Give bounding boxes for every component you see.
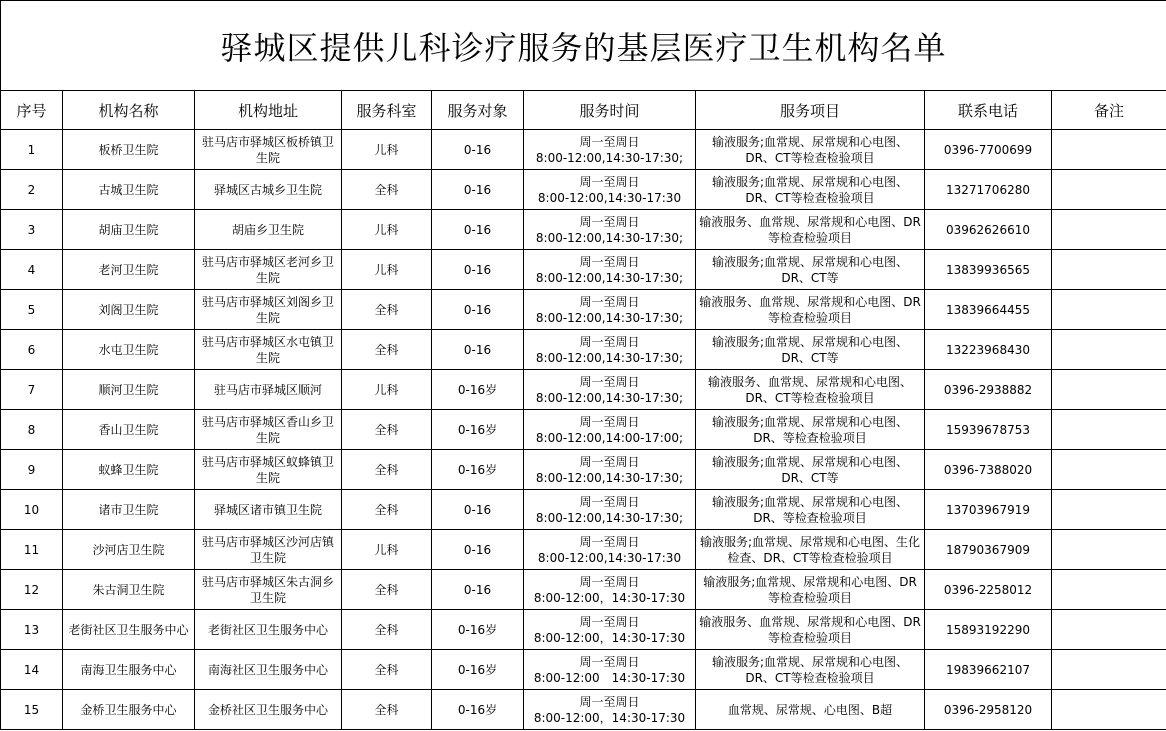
cell-target[interactable]: [432, 130, 524, 170]
cell-phone[interactable]: [925, 210, 1052, 250]
table-row: [1, 290, 1166, 330]
cell-phone-text: 15893192290: [946, 622, 1030, 637]
cell-items-text: 输液服务;血常规、尿常规和心电图、DR、CT等: [711, 254, 909, 285]
cell-address[interactable]: [195, 210, 342, 250]
cell-items[interactable]: [696, 290, 925, 330]
cell-items[interactable]: [696, 370, 925, 410]
cell-target-text: 0-16岁: [457, 422, 498, 437]
cell-time-days: 周一至周日: [579, 134, 640, 149]
cell-phone[interactable]: [925, 690, 1052, 730]
cell-name[interactable]: [63, 210, 195, 250]
cell-time-hours: 8:00-12:00,14:30-17:30: [537, 190, 682, 205]
cell-time-days: 周一至周日: [579, 614, 640, 629]
cell-dept-text: 全科: [374, 662, 399, 677]
cell-note[interactable]: [1052, 610, 1166, 650]
cell-address[interactable]: [195, 290, 342, 330]
cell-target[interactable]: [432, 290, 524, 330]
cell-target-text: 0-16岁: [457, 662, 498, 677]
cell-target-text: 0-16: [463, 262, 492, 277]
cell-name[interactable]: [63, 370, 195, 410]
cell-time[interactable]: [524, 210, 696, 250]
cell-dept-text: 儿科: [374, 262, 399, 277]
cell-phone[interactable]: [925, 650, 1052, 690]
cell-phone-text: 0396-2958120: [943, 702, 1033, 717]
cell-target-text: 0-16: [463, 182, 492, 197]
cell-time-days: 周一至周日: [579, 574, 640, 589]
cell-items-text: 输液服务;血常规、尿常规和心电图、DR、CT等检查检验项目: [711, 174, 909, 205]
cell-no-text: 2: [27, 182, 36, 197]
cell-address-text: 驻马店市驿城区顺河: [213, 382, 322, 397]
table-row: [1, 250, 1166, 290]
header-items[interactable]: 服务项目: [696, 91, 925, 130]
cell-address-text: 老街社区卫生服务中心: [207, 622, 328, 637]
cell-address-text: 南海社区卫生服务中心: [207, 662, 328, 677]
cell-phone[interactable]: [925, 250, 1052, 290]
cell-target-text: 0-16岁: [457, 382, 498, 397]
cell-phone-text: 15939678753: [946, 422, 1030, 437]
cell-name[interactable]: [63, 650, 195, 690]
cell-target[interactable]: [432, 170, 524, 210]
cell-no-text: 7: [27, 382, 36, 397]
cell-address[interactable]: [195, 250, 342, 290]
cell-dept[interactable]: [342, 210, 432, 250]
cell-dept[interactable]: [342, 450, 432, 490]
header-no[interactable]: 序号: [1, 91, 63, 130]
cell-no[interactable]: [1, 250, 63, 290]
header-dept[interactable]: 服务科室: [342, 91, 432, 130]
cell-no-text: 3: [27, 222, 36, 237]
cell-time[interactable]: [524, 570, 696, 610]
cell-name-text: 水屯卫生院: [98, 342, 159, 357]
cell-items[interactable]: [696, 650, 925, 690]
header-time[interactable]: 服务时间: [524, 91, 696, 130]
cell-address-text: 胡庙乡卫生院: [231, 222, 304, 237]
cell-address-text: 驿城区古城乡卫生院: [213, 182, 322, 197]
cell-items-text: 输液服务;血常规、尿常规和心电图、DR、等检查检验项目: [711, 414, 909, 445]
cell-name-text: 板桥卫生院: [98, 142, 159, 157]
cell-time[interactable]: [524, 370, 696, 410]
cell-time-hours: 8:00-12:00,14:30-17:30;: [535, 230, 684, 245]
table-row: [1, 490, 1166, 530]
cell-no[interactable]: [1, 130, 63, 170]
cell-time-hours: 8:00-12:00，14:30-17:30: [533, 630, 686, 645]
cell-dept-text: 全科: [374, 622, 399, 637]
cell-note[interactable]: [1052, 690, 1166, 730]
cell-name-text: 刘阁卫生院: [98, 302, 159, 317]
cell-target-text: 0-16: [463, 302, 492, 317]
cell-dept-text: 儿科: [374, 382, 399, 397]
cell-name-text: 朱古洞卫生院: [92, 582, 165, 597]
cell-phone-text: 13703967919: [946, 502, 1030, 517]
cell-no-text: 12: [23, 582, 40, 597]
cell-dept[interactable]: [342, 690, 432, 730]
cell-name[interactable]: [63, 490, 195, 530]
cell-address[interactable]: [195, 130, 342, 170]
cell-phone[interactable]: [925, 490, 1052, 530]
cell-items-text: 输液服务;血常规、尿常规和心电图、DR、CT等: [711, 454, 909, 485]
cell-target[interactable]: [432, 610, 524, 650]
cell-dept[interactable]: [342, 650, 432, 690]
table-row: [1, 410, 1166, 450]
cell-address-text: 金桥社区卫生服务中心: [207, 702, 328, 717]
cell-name[interactable]: [63, 690, 195, 730]
cell-dept[interactable]: [342, 370, 432, 410]
cell-target[interactable]: [432, 370, 524, 410]
cell-dept[interactable]: [342, 250, 432, 290]
cell-target[interactable]: [432, 210, 524, 250]
cell-no[interactable]: [1, 170, 63, 210]
cell-name[interactable]: [63, 450, 195, 490]
cell-items-text: 输液服务;血常规、尿常规和心电图、生化检查、DR、CT等检查检验项目: [699, 534, 921, 565]
cell-target-text: 0-16: [463, 582, 492, 597]
table-row: [1, 570, 1166, 610]
cell-items[interactable]: [696, 690, 925, 730]
cell-no[interactable]: [1, 690, 63, 730]
cell-note[interactable]: [1052, 530, 1166, 570]
cell-name[interactable]: [63, 250, 195, 290]
cell-phone[interactable]: [925, 130, 1052, 170]
cell-time-days: 周一至周日: [579, 254, 640, 269]
cell-target[interactable]: [432, 530, 524, 570]
cell-items[interactable]: [696, 490, 925, 530]
cell-items-text: 输液服务;血常规、尿常规和心电图、DR、等检查检验项目: [711, 494, 909, 525]
header-address[interactable]: 机构地址: [195, 91, 342, 130]
cell-time-hours: 8:00-12:00,14:30-17:30;: [535, 510, 684, 525]
cell-name-text: 老街社区卫生服务中心: [68, 622, 189, 637]
cell-note[interactable]: [1052, 650, 1166, 690]
cell-dept-text: 全科: [374, 582, 399, 597]
header-row: [1, 91, 1166, 130]
cell-time-hours: 8:00-12:00 14:30-17:30: [533, 670, 686, 685]
cell-time[interactable]: [524, 250, 696, 290]
cell-note[interactable]: [1052, 370, 1166, 410]
cell-phone-text: 19839662107: [946, 662, 1030, 677]
cell-address-text: 驻马店市驿城区朱古洞乡卫生院: [201, 574, 334, 605]
cell-time-days: 周一至周日: [579, 694, 640, 709]
cell-dept[interactable]: [342, 170, 432, 210]
cell-no-text: 15: [23, 702, 40, 717]
cell-no-text: 13: [23, 622, 40, 637]
cell-time-days: 周一至周日: [579, 214, 640, 229]
cell-items[interactable]: [696, 170, 925, 210]
cell-items-text: 输液服务、血常规、尿常规和心电图、DR等检查检验项目: [699, 294, 921, 325]
cell-items[interactable]: [696, 210, 925, 250]
cell-time-hours: 8:00-12:00,14:00-17:00;: [535, 430, 684, 445]
cell-time-hours: 8:00-12:00,14:30-17:30: [537, 550, 682, 565]
cell-no[interactable]: [1, 610, 63, 650]
cell-time[interactable]: [524, 490, 696, 530]
cell-dept[interactable]: [342, 410, 432, 450]
header-name[interactable]: 机构名称: [63, 91, 195, 130]
cell-target-text: 0-16岁: [457, 462, 498, 477]
cell-no[interactable]: [1, 530, 63, 570]
cell-address-text: 驻马店市驿城区沙河店镇卫生院: [201, 534, 334, 565]
cell-address[interactable]: [195, 610, 342, 650]
cell-name[interactable]: [63, 570, 195, 610]
cell-dept-text: 全科: [374, 422, 399, 437]
cell-address[interactable]: [195, 690, 342, 730]
cell-name-text: 南海卫生服务中心: [80, 662, 177, 677]
cell-items-text: 血常规、尿常规、心电图、B超: [727, 702, 893, 717]
cell-phone[interactable]: [925, 450, 1052, 490]
cell-time-days: 周一至周日: [579, 294, 640, 309]
cell-dept-text: 儿科: [374, 142, 399, 157]
cell-target-text: 0-16岁: [457, 622, 498, 637]
cell-name[interactable]: [63, 330, 195, 370]
table-row: [1, 610, 1166, 650]
cell-time[interactable]: [524, 610, 696, 650]
cell-dept[interactable]: [342, 330, 432, 370]
cell-target[interactable]: [432, 650, 524, 690]
cell-note[interactable]: [1052, 330, 1166, 370]
cell-no[interactable]: [1, 210, 63, 250]
cell-phone[interactable]: [925, 330, 1052, 370]
cell-address[interactable]: [195, 570, 342, 610]
cell-no-text: 5: [27, 302, 36, 317]
cell-phone[interactable]: [925, 570, 1052, 610]
cell-time-hours: 8:00-12:00,14:30-17:30;: [535, 310, 684, 325]
cell-items[interactable]: [696, 130, 925, 170]
cell-time[interactable]: [524, 330, 696, 370]
cell-address-text: 驻马店市驿城区香山乡卫生院: [201, 414, 334, 445]
cell-phone[interactable]: [925, 290, 1052, 330]
cell-phone-text: 13839664455: [946, 302, 1030, 317]
cell-phone-text: 0396-7700699: [943, 142, 1033, 157]
cell-name-text: 沙河店卫生院: [92, 542, 165, 557]
cell-name-text: 金桥卫生服务中心: [80, 702, 177, 717]
table-row: [1, 690, 1166, 730]
cell-no[interactable]: [1, 330, 63, 370]
cell-dept-text: 儿科: [374, 542, 399, 557]
cell-no-text: 8: [27, 422, 36, 437]
cell-items[interactable]: [696, 330, 925, 370]
cell-no[interactable]: [1, 410, 63, 450]
cell-phone-text: 0396-7388020: [943, 462, 1033, 477]
cell-time-days: 周一至周日: [579, 534, 640, 549]
cell-name-text: 诸市卫生院: [98, 502, 159, 517]
cell-address-text: 驻马店市驿城区老河乡卫生院: [201, 254, 334, 285]
cell-dept-text: 全科: [374, 702, 399, 717]
cell-time[interactable]: [524, 130, 696, 170]
cell-note[interactable]: [1052, 170, 1166, 210]
header-phone[interactable]: 联系电话: [925, 91, 1052, 130]
cell-no-text: 14: [23, 662, 40, 677]
cell-address[interactable]: [195, 410, 342, 450]
cell-target[interactable]: [432, 690, 524, 730]
cell-name[interactable]: [63, 610, 195, 650]
cell-name-text: 古城卫生院: [98, 182, 159, 197]
cell-address[interactable]: [195, 330, 342, 370]
cell-name-text: 胡庙卫生院: [98, 222, 159, 237]
table-row: [1, 210, 1166, 250]
cell-address-text: 驻马店市驿城区水屯镇卫生院: [201, 334, 334, 365]
cell-dept[interactable]: [342, 530, 432, 570]
cell-time-hours: 8:00-12:00,14:30-17:30;: [535, 470, 684, 485]
title-row: [1, 1, 1166, 91]
cell-items-text: 输液服务;血常规、尿常规和心电图、DR、CT等: [711, 334, 909, 365]
table-row: [1, 170, 1166, 210]
cell-target-text: 0-16: [463, 222, 492, 237]
cell-address[interactable]: [195, 490, 342, 530]
cell-target[interactable]: [432, 330, 524, 370]
table-row: [1, 330, 1166, 370]
cell-time-days: 周一至周日: [579, 414, 640, 429]
cell-dept[interactable]: [342, 490, 432, 530]
cell-target[interactable]: [432, 570, 524, 610]
cell-time-days: 周一至周日: [579, 174, 640, 189]
cell-no-text: 10: [23, 502, 40, 517]
cell-no[interactable]: [1, 570, 63, 610]
cell-name[interactable]: [63, 530, 195, 570]
cell-note[interactable]: [1052, 490, 1166, 530]
cell-dept-text: 全科: [374, 182, 399, 197]
cell-items[interactable]: [696, 250, 925, 290]
cell-phone-text: 18790367909: [946, 542, 1030, 557]
cell-no[interactable]: [1, 490, 63, 530]
cell-name-text: 顺河卫生院: [98, 382, 159, 397]
header-target[interactable]: 服务对象: [432, 91, 524, 130]
cell-address[interactable]: [195, 530, 342, 570]
table-row: [1, 530, 1166, 570]
cell-no-text: 11: [23, 542, 40, 557]
cell-phone-text: 13271706280: [946, 182, 1030, 197]
cell-time-hours: 8:00-12:00,14:30-17:30;: [535, 270, 684, 285]
cell-items[interactable]: [696, 410, 925, 450]
cell-phone-text: 0396-2938882: [943, 382, 1033, 397]
cell-target-text: 0-16: [463, 342, 492, 357]
cell-no[interactable]: [1, 650, 63, 690]
cell-address[interactable]: [195, 450, 342, 490]
cell-dept-text: 全科: [374, 342, 399, 357]
cell-items[interactable]: [696, 530, 925, 570]
table-title[interactable]: 驿城区提供儿科诊疗服务的基层医疗卫生机构名单: [1, 1, 1166, 91]
cell-time[interactable]: [524, 170, 696, 210]
cell-items-text: 输液服务、血常规、尿常规和心电图、DR等检查检验项目: [699, 214, 921, 245]
cell-items-text: 输液服务;血常规、尿常规和心电图、DR、CT等检查检验项目: [711, 134, 909, 165]
cell-time[interactable]: [524, 290, 696, 330]
table-row: [1, 650, 1166, 690]
cell-phone[interactable]: [925, 370, 1052, 410]
cell-phone[interactable]: [925, 530, 1052, 570]
cell-target-text: 0-16: [463, 142, 492, 157]
cell-target-text: 0-16: [463, 502, 492, 517]
cell-dept[interactable]: [342, 570, 432, 610]
header-note[interactable]: 备注: [1052, 91, 1166, 130]
cell-time[interactable]: [524, 650, 696, 690]
cell-address-text: 驻马店市驿城区刘阁乡卫生院: [201, 294, 334, 325]
cell-note[interactable]: [1052, 410, 1166, 450]
cell-note[interactable]: [1052, 450, 1166, 490]
cell-phone-text: 13839936565: [946, 262, 1030, 277]
cell-no-text: 6: [27, 342, 36, 357]
cell-name[interactable]: [63, 170, 195, 210]
cell-address[interactable]: [195, 650, 342, 690]
cell-time[interactable]: [524, 450, 696, 490]
cell-time-hours: 8:00-12:00,14:30-17:30;: [535, 150, 684, 165]
cell-phone[interactable]: [925, 410, 1052, 450]
cell-target[interactable]: [432, 450, 524, 490]
cell-dept[interactable]: [342, 610, 432, 650]
cell-time-hours: 8:00-12:00,14:30-17:30;: [535, 390, 684, 405]
cell-note[interactable]: [1052, 210, 1166, 250]
cell-dept[interactable]: [342, 290, 432, 330]
cell-dept-text: 全科: [374, 502, 399, 517]
cell-address-text: 驿城区诸市镇卫生院: [213, 502, 322, 517]
cell-time[interactable]: [524, 410, 696, 450]
cell-items[interactable]: [696, 570, 925, 610]
cell-no[interactable]: [1, 290, 63, 330]
table-row: [1, 370, 1166, 410]
cell-items[interactable]: [696, 450, 925, 490]
cell-items-text: 输液服务、血常规、尿常规和心电图、DR等检查检验项目: [699, 614, 921, 645]
cell-note[interactable]: [1052, 290, 1166, 330]
cell-name[interactable]: [63, 410, 195, 450]
cell-no-text: 1: [27, 142, 36, 157]
cell-time-hours: 8:00-12:00,14:30-17:30;: [535, 350, 684, 365]
cell-address-text: 驻马店市驿城区蚁蜂镇卫生院: [201, 454, 334, 485]
cell-note[interactable]: [1052, 250, 1166, 290]
cell-dept-text: 儿科: [374, 222, 399, 237]
cell-phone-text: 13223968430: [946, 342, 1030, 357]
cell-time-hours: 8:00-12:00，14:30-17:30: [533, 590, 686, 605]
cell-items-text: 输液服务;血常规、尿常规和心电图、DR等检查检验项目: [703, 574, 917, 605]
cell-no[interactable]: [1, 370, 63, 410]
cell-items-text: 输液服务、血常规、尿常规和心电图、DR、CT等检查检验项目: [707, 374, 912, 405]
cell-time-days: 周一至周日: [579, 494, 640, 509]
cell-target[interactable]: [432, 490, 524, 530]
cell-address-text: 驻马店市驿城区板桥镇卫生院: [201, 134, 334, 165]
cell-name[interactable]: [63, 130, 195, 170]
cell-time-days: 周一至周日: [579, 374, 640, 389]
cell-time[interactable]: [524, 530, 696, 570]
cell-items[interactable]: [696, 610, 925, 650]
cell-name-text: 香山卫生院: [98, 422, 159, 437]
cell-dept-text: 全科: [374, 462, 399, 477]
cell-name-text: 老河卫生院: [98, 262, 159, 277]
cell-target[interactable]: [432, 250, 524, 290]
cell-name-text: 蚁蜂卫生院: [98, 462, 159, 477]
cell-no-text: 9: [27, 462, 36, 477]
cell-note[interactable]: [1052, 130, 1166, 170]
cell-phone-text: 03962626610: [946, 222, 1030, 237]
cell-dept[interactable]: [342, 130, 432, 170]
cell-no-text: 4: [27, 262, 36, 277]
cell-items-text: 输液服务;血常规、尿常规和心电图、DR、CT等检查检验项目: [711, 654, 909, 685]
cell-target-text: 0-16岁: [457, 702, 498, 717]
cell-time-days: 周一至周日: [579, 654, 640, 669]
cell-name[interactable]: [63, 290, 195, 330]
cell-no[interactable]: [1, 450, 63, 490]
cell-time-hours: 8:00-12:00，14:30-17:30: [533, 710, 686, 725]
cell-time[interactable]: [524, 690, 696, 730]
cell-phone-text: 0396-2258012: [943, 582, 1033, 597]
cell-address[interactable]: [195, 170, 342, 210]
cell-time-days: 周一至周日: [579, 454, 640, 469]
cell-phone[interactable]: [925, 170, 1052, 210]
cell-dept-text: 全科: [374, 302, 399, 317]
cell-time-days: 周一至周日: [579, 334, 640, 349]
cell-target[interactable]: [432, 410, 524, 450]
cell-phone[interactable]: [925, 610, 1052, 650]
cell-note[interactable]: [1052, 570, 1166, 610]
cell-address[interactable]: [195, 370, 342, 410]
cell-target-text: 0-16: [463, 542, 492, 557]
table-row: [1, 130, 1166, 170]
table-row: [1, 450, 1166, 490]
